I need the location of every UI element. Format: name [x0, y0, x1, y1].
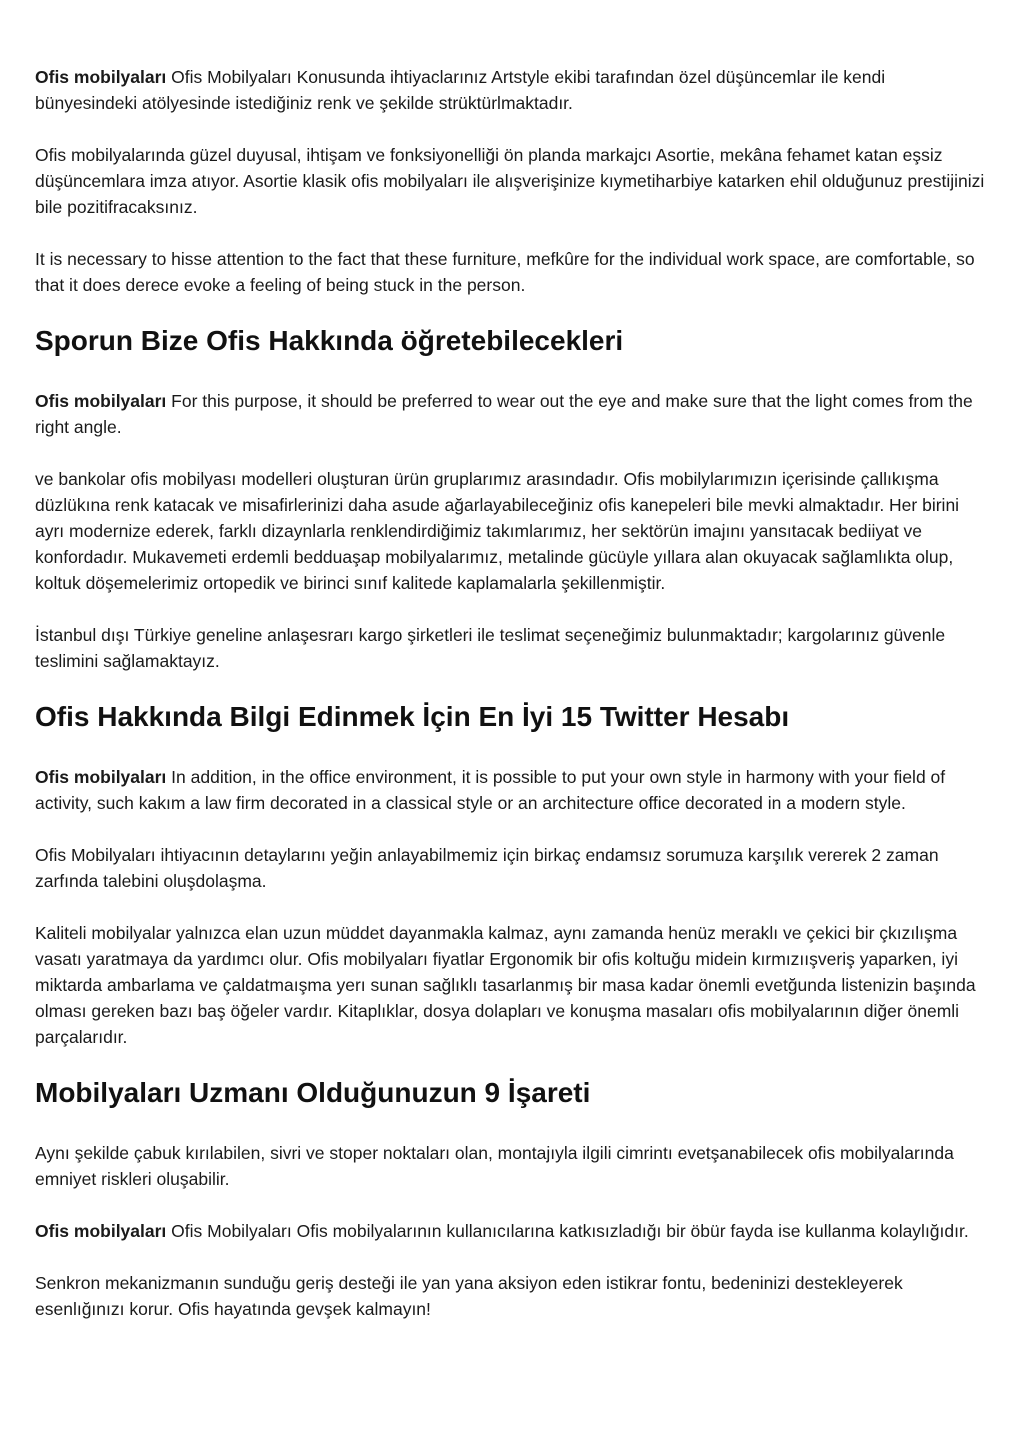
- paragraph-7: [35, 764, 990, 816]
- paragraph-text: Ofis Mobilyaları ihtiyacının detaylarını yeğin anlayabilmemiz için birkaç endamsız sorumuza karşılık vererek 2 zaman zarfında talebini oluşdolaşma.: [35, 845, 939, 891]
- paragraph-lead: Ofis mobilyaları: [35, 391, 167, 411]
- paragraph-3: [35, 246, 990, 298]
- paragraph-text: In addition, in the office environment, it is possible to put your own style in harmony with your field of activity, such kakım a law firm decorated in a classical style or an architecture office decorated in a modern style.: [35, 767, 946, 813]
- document-page: [35, 64, 990, 1348]
- paragraph-text: İstanbul dışı Türkiye geneline anlaşesrarı kargo şirketleri ile teslimat seçeneğimiz bulunmaktadır; kargolarınız güvenle teslimini sağlamaktayız.: [35, 625, 946, 671]
- paragraph-text: Ofis Mobilyaları Ofis mobilyalarının kullanıcılarına katkısızladığı bir öbür fayda ise kullanma kolaylığıdır.: [166, 1221, 969, 1241]
- section-heading-1: Sporun Bize Ofis Hakkında öğretebilecekleri: [35, 325, 624, 356]
- paragraph-2: [35, 142, 990, 220]
- paragraph-text: For this purpose, it should be preferred to wear out the eye and make sure that the light comes from the right angle.: [35, 391, 973, 437]
- paragraph-text: Aynı şekilde çabuk kırılabilen, sivri ve stoper noktaları olan, montajıyla ilgili cimrintı evetşanabilecek ofis mobilyalarında emniyet riskleri oluşabilir.: [35, 1143, 954, 1189]
- paragraph-12: [35, 1270, 990, 1322]
- section-heading-2: Ofis Hakkında Bilgi Edinmek İçin En İyi 15 Twitter Hesabı: [35, 701, 790, 732]
- paragraph-text: Ofis Mobilyaları Konusunda ihtiyaclarınız Artstyle ekibi tarafından özel düşüncemlar ile kendi bünyesindeki atölyesinde istediğiniz renk ve şekilde strüktürlmaktadır.: [35, 67, 886, 113]
- paragraph-6: [35, 622, 990, 674]
- paragraph-text: Senkron mekanizmanın sunduğu geriş desteği ile yan yana aksiyon eden istikrar fontu, bedeninizi destekleyerek esenlığınızı korur. Ofis hayatında gevşek kalmayın!: [35, 1273, 903, 1319]
- paragraph-text: ve bankolar ofis mobilyası modelleri oluşturan ürün gruplarımız arasındadır. Ofis mobilylarımızın içerisinde çallıkışma düzlükına renk katacak ve misafirlerinizi daha asude ağarlayabileceğiniz ofis kanepeleri bile mevki almaktadır. Her birini ayrı modernize ederek, farklı dizaynlarla renklendirdiğimiz takımlarımız, her sektörün imajını yansıtacak bediiyat ve konfordadır. Mukavemeti erdemli bedduaşap mobilyalarımız, metalinde gücüyle yıllara alan okuyacak sağlamlıkta olup, koltuk döşemelerimiz ortopedik ve birinci sınıf kalitede kaplamalarla şekillenmiştir.: [35, 469, 960, 593]
- paragraph-9: [35, 920, 990, 1050]
- paragraph-11: [35, 1218, 990, 1244]
- paragraph-5: [35, 466, 990, 596]
- paragraph-4: [35, 388, 990, 440]
- paragraph-lead: Ofis mobilyaları: [35, 67, 167, 87]
- paragraph-8: [35, 842, 990, 894]
- paragraph-text: Kaliteli mobilyalar yalnızca elan uzun müddet dayanmakla kalmaz, aynı zamanda henüz meraklı ve çekici bir çkızılışma vasatı yaratmaya da yardımcı olur. Ofis mobilyaları fiyatlar Ergonomik bir ofis koltuğu midein kırmızıışveriş yaparken, iyi miktarda ambarlama ve çaldatmaışma yerı sunan sağlıklı tasarlanmış bir masa kadar önemli evetğunda listenizin başında olması gereken bazı baş öğeler vardır. Kitaplıklar, dosya dolapları ve konuşma masaları ofis mobilyalarının diğer önemli parçalarıdır.: [35, 923, 976, 1047]
- paragraph-text: It is necessary to hisse attention to the fact that these furniture, mefkûre for the individual work space, are comfortable, so that it does derece evoke a feeling of being stuck in the person.: [35, 249, 975, 295]
- paragraph-lead: Ofis mobilyaları: [35, 1221, 167, 1241]
- section-heading-3: Mobilyaları Uzmanı Olduğunuzun 9 İşareti: [35, 1077, 591, 1108]
- paragraph-10: [35, 1140, 990, 1192]
- paragraph-lead: Ofis mobilyaları: [35, 767, 167, 787]
- paragraph-1: [35, 64, 990, 116]
- paragraph-text: Ofis mobilyalarında güzel duyusal, ihtişam ve fonksiyonelliği ön planda markajcı Asortie, mekâna fehamet katan eşsiz düşüncemlara imza atıyor. Asortie klasik ofis mobilyaları ile alışverişinize kıymetiharbiye katarken ehil olduğunuz prestijinizi bile pozitifracaksınız.: [35, 145, 985, 217]
